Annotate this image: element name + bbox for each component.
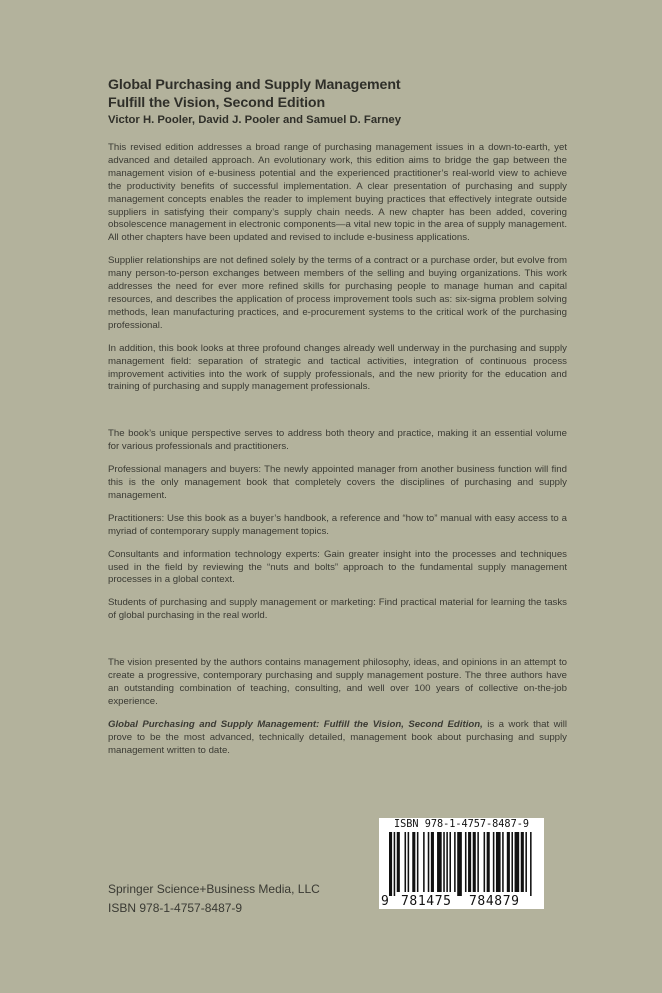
book-title: Global Purchasing and Supply Management [108, 77, 401, 93]
barcode-bar [525, 832, 527, 892]
barcode-digit-group-right: 784879 [469, 894, 520, 909]
barcode-bar [437, 832, 442, 892]
barcode-bar [431, 832, 434, 892]
barcode-bar [449, 832, 451, 892]
barcode-bar [493, 832, 495, 892]
barcode-bar [468, 832, 471, 892]
book-subtitle: Fulfill the Vision, Second Edition [108, 95, 326, 111]
barcode-bar [446, 832, 448, 892]
barcode-bar [394, 832, 396, 896]
barcode-isbn-label: ISBN 978-1-4757-8487-9 [394, 819, 529, 830]
barcode-bar [515, 832, 520, 892]
barcode-bar [465, 832, 467, 892]
barcode-bar [423, 832, 425, 892]
publisher-isbn: ISBN 978-1-4757-8487-9 [108, 901, 243, 915]
barcode-bar [507, 832, 510, 892]
barcode-bar [408, 832, 410, 892]
closing-text: is a work that will prove to be the most advanced, technically detailed, management book about purchasing and supply management written to date. [108, 718, 567, 756]
barcode-bar [454, 832, 456, 892]
isbn-barcode [379, 818, 544, 909]
closing-book-title: Global Purchasing and Supply Management: Fulfill the Vision, Second Edition, [108, 718, 483, 730]
barcode-bar [428, 832, 430, 892]
paragraph-vision: The vision presented by the authors contains management philosophy, ideas, and opinions in an attempt to create a progressive, contemporary purchasing and supply management posture. The three authors have an outstanding combination of teaching, consulting, and well over 100 years of collective on-the-job experience. [108, 657, 567, 707]
publisher-name: Springer Science+Business Media, LLC [108, 882, 320, 896]
barcode-bar [473, 832, 476, 892]
barcode-bar [487, 832, 490, 892]
barcode-bar [496, 832, 501, 892]
barcode-bar [530, 832, 532, 896]
barcode-bar [457, 832, 462, 896]
barcode-bar [405, 832, 407, 892]
paragraph-supplier-relationships: Supplier relationships are not defined solely by the terms of a contract or a purchase order, but evolve from many person-to-person exchanges between members of the selling and buying organizations. This work addresses the need for ever more refined skills for purchasing people to manage human and capital resources, and describes the application of process improvement tools such as: six-sigma problem solving methods, lean manufacturing practices, and e-procurement systems to the critical work of the purchasing professional. [108, 255, 567, 331]
barcode-bar [443, 832, 445, 892]
paragraph-consultants: Consultants and information technology experts: Gain greater insight into the processes and techniques used in the field by reviewing the “nuts and bolts” approach to the fundamental supply management processes in a global context. [108, 548, 567, 586]
paragraph-practitioners: Practitioners: Use this book as a buyer’s handbook, a reference and “how to” manual with easy access to a myriad of contemporary supply management topics. [108, 512, 567, 537]
barcode-digit-group-left: 781475 [401, 894, 452, 909]
barcode-bar [397, 832, 400, 892]
barcode-bar [521, 832, 524, 892]
publisher-block [108, 880, 320, 918]
paragraph-unique-perspective: The book’s unique perspective serves to address both theory and practice, making it an essential volume for various professionals and practitioners. [108, 428, 567, 453]
book-header [108, 76, 568, 128]
book-authors: Victor H. Pooler, David J. Pooler and Samuel D. Farney [108, 114, 401, 126]
barcode-bar [389, 832, 392, 896]
blurb [108, 142, 567, 758]
barcode-bar [511, 832, 513, 892]
paragraph-managers-buyers: Professional managers and buyers: The newly appointed manager from another business function will find this is the only management book that completely covers the disciplines of purchasing and supply management. [108, 464, 567, 501]
barcode-bar [412, 832, 415, 892]
paragraph-closing [108, 719, 567, 758]
barcode-bars [389, 832, 534, 896]
barcode-bar [484, 832, 486, 892]
paragraph-students: Students of purchasing and supply management or marketing: Find practical material for learning the tasks of global purchasing in the real world. [108, 597, 567, 622]
barcode-bar [502, 832, 504, 892]
barcode-bar [477, 832, 479, 892]
barcode-digit-first: 9 [381, 894, 389, 909]
barcode-bar [417, 832, 419, 892]
paragraph-intro: This revised edition addresses a broad range of purchasing management issues in a down-to-earth, yet advanced and detailed approach. An evolutionary work, this edition aims to bridge the gap between the management vision of e-business potential and the experienced practitioner’s real-world view to achieve the productivity benefits of successful implementation. A clear presentation of purchasing and supply management concepts enables the reader to implement buying practices that effectively integrate outside suppliers in satisfying their company’s supply chain needs. A new chapter has been added, covering obsolescence management in electronic components—a vital new topic in the area of supply management. All other chapters have been updated and revised to include e-business applications. [108, 142, 567, 244]
paragraph-profound-changes: In addition, this book looks at three profound changes already well underway in the purchasing and supply management field: separation of strategic and tactical activities, integration of continuous process improvement activities into the work of supply professionals, and the new priority for the education and training of purchasing and supply management professionals. [108, 342, 567, 393]
